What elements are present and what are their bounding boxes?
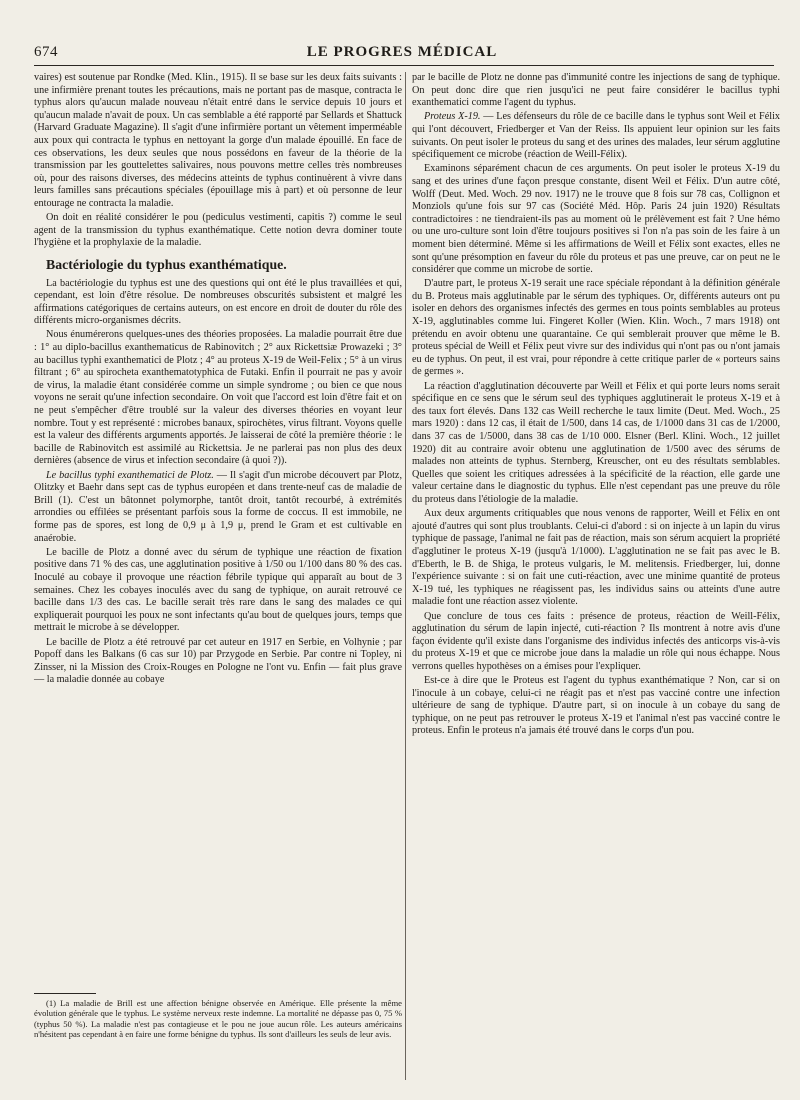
paragraph bbox=[412, 111, 780, 161]
running-header bbox=[34, 44, 770, 62]
paragraph: La réaction d'agglutination découverte par Weill et Félix et qui porte leurs noms serait spécifique en ce sens que le sérum seul des typhiques agglutinerait le proteus X-19 et à des taux fort élevés. Dans 132 cas Weill recherche le taux limite (Deut. Med. Woch., 25 mars 1920) : dans 12 cas, il était de 1/500, dans 14 cas, de 1/1000 dans 31 cas de 1/2000, dans 37 cas de 1/5000, dans 38 cas de 1/10 000. Elsner (Berl. Klini. Woch., 12 juillet 1920) dit au contraire avoir obtenu une agglutination de 1/500 avec des sérums de malades non atteints de typhus. Sternberg, Kreuscher, ont eu des résultats semblables. Quelles que soient les critiques adressées à la spécificité de la réaction, elle garde une valeur certaine dans le diagnostic du typhus. Elle n'est cependant pas une preuve du rôle du proteus dans l'étiologie de la maladie. bbox=[412, 380, 780, 505]
right-column bbox=[412, 72, 780, 740]
left-column bbox=[34, 72, 402, 688]
paragraph-lead: Le bacillus typhi exanthematici de Plotz. bbox=[46, 469, 214, 481]
paragraph: vaires) est soutenue par Rondke (Med. Klin., 1915). Il se base sur les deux faits suivants : une infirmière prenant toutes les précautions, mais ne portant pas de masque, contracta le typhus alors qu'aucun malade nouveau n'était entré dans le service depuis 10 jours et qu'aucun malade n'avait de poux. Un cas semblable a été rapporté par Sellards et Shattuck (Harvard Graduate Magazine). Il s'agit d'une infirmière portant un vêtement imperméable aux poux qui contracta le typhus en nettoyant la gorge d'un malade épouillé. En face de ces observations, les deux seules que nous possédons en faveur de la théorie de la transmission par les gouttelettes salivaires, nous pouvons mettre celles très nombreuses où, pour des raisons diverses, des médecins atteints de typhus continuèrent à vivre dans leurs familles sans précautions spéciales (épouillage mis à part) et où personne de leur entourage ne contracta la maladie. bbox=[34, 72, 402, 209]
paragraph: Aux deux arguments critiquables que nous venons de rapporter, Weill et Félix en ont ajouté d'autres qui sont plus troublants. Celui-ci d'abord : si on injecte à un lapin du virus typhique de passage, l'animal ne fait pas de réaction, mais son sérum acquiert la propriété d'agglutiner le proteus X-19 (jusqu'à 1/1000). L'agglutination ne se fait pas avec le B. d'Eberth, le B. de Shiga, le proteus vulgaris, le M. melitensis. Friedberger, lui, donne l'expérience suivante : si on fait une cuti-réaction, avec une minime quantité de proteus X-19 tué, les typhiques ne réagissent pas, les individus sains ou atteints d'une autre maladie font une réaction assez violente. bbox=[412, 508, 780, 608]
paragraph: Que conclure de tous ces faits : présence de proteus, réaction de Weill-Félix, agglutination du sérum de lapin injecté, cuti-réaction ? Ils montrent à notre avis d'une façon évidente qu'il existe dans l'organisme des individus infectés des anticorps vis-à-vis du proteus X-19 et que ce microbe joue dans la maladie un rôle qui nous échappe. Nous verrons quelles hypothèses on a émises pour l'expliquer. bbox=[412, 610, 780, 672]
paragraph: D'autre part, le proteus X-19 serait une race spéciale répondant à la définition générale du B. Proteus mais agglutinable par le sérum des typhiques. Or, différents auteurs ont pu isoler en dehors des organismes infectés des germes en tous points semblables au proteus X-19, agglutinables comme lui. Fingeret Koller (Wien. Klin. Woch., 7 mars 1918) ont prétendu en avoir obtenu une quarantaine. Ce qui semblerait prouver que même le B. proteus spécial de Weill et Félix peut vivre sur des individus qui n'ont pas ou n'ont jamais eu de typhus. On peut, il est vrai, pour répondre à cette critique parler de « porteurs sains de germes ». bbox=[412, 278, 780, 378]
column-divider bbox=[405, 72, 406, 1080]
section-heading: Bactériologie du typhus exanthématique. bbox=[46, 256, 287, 272]
paragraph: Est-ce à dire que le Proteus est l'agent du typhus exanthématique ? Non, car si on l'inocule à un cobaye, celui-ci ne réagit pas et n'est pas vacciné contre une infection ultérieure de sang de typhique. D'autre part, si on inocule à un cobaye du sang de typhique, on ne peut pas retrouver le proteus X-19 et l'animal n'est pas vacciné contre le proteus. Enfin le proteus n'a jamais été trouvé dans le corps d'un pou. bbox=[412, 675, 780, 737]
paragraph: par le bacille de Plotz ne donne pas d'immunité contre les injections de sang de typhique. On peut donc dire que rien jusqu'ici ne peut faire considérer le bacillus typhi exanthematici comme l'agent du typhus. bbox=[412, 72, 780, 109]
header-rule bbox=[34, 65, 774, 66]
paragraph: Examinons séparément chacun de ces arguments. On peut isoler le proteus X-19 du sang et des urines d'une façon presque constante, disent Weil et Félix. D'un autre côté, Wolff (Deut. Med. Woch. 29 nov. 1917) ne le trouve que 8 fois sur 78 cas, Collignon et Monziols qu'une fois sur 97 cas (Société Méd. Hôp. Paris 24 juin 1920) Résultats contradictoires : ne tiendraient-ils pas au moment où le prélèvement est fait ? Une hémo ou une uro-culture sont loin d'être toujours positives si l'on n'a pas soin de les faire à un moment bien déterminé. Même si les affirmations de Weill et Félix sont exactes, elles ne sont qu'une présomption en faveur du rôle du proteus et pas une preuve, car on peut ne le considérer que comme un microbe de sortie. bbox=[412, 163, 780, 276]
paragraph bbox=[34, 470, 402, 546]
page-number: 674 bbox=[34, 44, 58, 60]
paragraph: Nous énumérerons quelques-unes des théories proposées. La maladie pourrait être due : 1° au diplo-bacillus exanthematicus de Rabinovitch ; 2° aux Rickettsiæ Prowazeki ; 3° au bacillus typhi exanthematici de Plotz ; 4° au proteus X-19 de Weil-Felix ; 5° à un virus filtrant ; 6° au spirocheta exanthematotyphica de Futaki. Enfin il pourrait ne pas y avoir de virus, la maladie étant considérée comme un simple syndrome ; ou bien ce que nous voyons ne serait qu'une infection secondaire. On voit que l'accord est loin d'être fait et on ne peut s'empêcher d'être troublé sur la valeur des diverses théories en voyant leur nombre. Tout y est représenté : microbes banaux, spirochètes, virus filtrant. Voyons quelle est la valeur des différents arguments apportés. Je laisserai de côté la première théorie : le bacille de Rabinovitch est assimilé au Rickettsia. Je ne parlerai pas non plus des deux dernières (absence de virus et infection secondaire (à quoi ?)). bbox=[34, 329, 402, 467]
paragraph-body: — Les défenseurs du rôle de ce bacille dans le typhus sont Weil et Félix qui l'ont découvert, Friedberger et Van der Reiss. Ils appuient leur opinion sur les faits suivants. On peut isoler le proteus du sang et des urines des malades, leur sérum agglutine spécifiquement ce microbe (réaction de Weill-Félix). bbox=[412, 111, 780, 161]
paragraph-lead: Proteus X-19. bbox=[424, 111, 481, 123]
paragraph: Le bacille de Plotz a été retrouvé par cet auteur en 1917 en Serbie, en Volhynie ; par Popoff dans les Balkans (6 cas sur 10) par Przygode en Serbie. Par contre ni Topley, ni Zinsser, ni la Mission des Croix-Rouges en Pologne ne l'ont vu. Enfin — fait plus grave — la maladie donnée au cobaye bbox=[34, 636, 402, 686]
footnote-text: (1) La maladie de Brill est une affection bénigne observée en Amérique. Elle présente la même évolution générale que le typhus. Le système nerveux reste indemne. La mortalité ne dépasse pas 0, 75 % (typhus 50 %). La maladie n'est pas contagieuse et le pou ne joue aucun rôle. Les auteurs américains n'hésitent pas cependant à en faire une forme bénigne du typhus. Ils sont d'ailleurs les seuls de leur avis. bbox=[34, 998, 402, 1040]
journal-title: LE PROGRES MÉDICAL bbox=[306, 44, 498, 60]
footnote-rule bbox=[34, 993, 96, 994]
paragraph: On doit en réalité considérer le pou (pediculus vestimenti, capitis ?) comme le seul agent de la transmission du typhus exanthématique. Cette notion devra dominer toute l'hygiène et la prophylaxie de la maladie. bbox=[34, 212, 402, 249]
paragraph-body: — Il s'agit d'un microbe découvert par Plotz, Olitzky et Baehr dans sept cas de typhus européen et dans trente-neuf cas de maladie de Brill (1). C'est un bâtonnet polymorphe, tantôt droit, tantôt recourbé, à extrémités arrondies ou effilées se présentant parfois sous la forme de coccus. Il est immobile, ne forme pas de spores, est long de 0,9 μ à 1,9 μ, prend le Gram et est cultivable en anaérobie. bbox=[34, 469, 402, 544]
paragraph: La bactériologie du typhus est une des questions qui ont été le plus travaillées et qui, cependant, est loin d'être résolue. De nombreuses obscurités subsistent et malgré les affirmations catégoriques de certains auteurs, on est encore en droit de douter du rôle des différents micro-organismes décrits. bbox=[34, 277, 402, 327]
footnote bbox=[34, 998, 402, 1040]
paragraph: Le bacille de Plotz a donné avec du sérum de typhique une réaction de fixation positive dans 71 % des cas, une agglutination positive à 1/50 ou 1/100 dans 80 % des cas. Inoculé au cobaye il provoque une réaction fébrile typique qui apparaît au bout de 3 semaines. Chez les cobayes inoculés avec du sang de typhique, on aurait retrouvé ce bacille dans 1/3 des cas. Le bacille serait très rare dans le sang des malades ce qui expliquerait pourquoi les poux ne sont infectants qu'au bout de quelques jours, temps que mettrait le microbe à se développer. bbox=[34, 546, 402, 634]
